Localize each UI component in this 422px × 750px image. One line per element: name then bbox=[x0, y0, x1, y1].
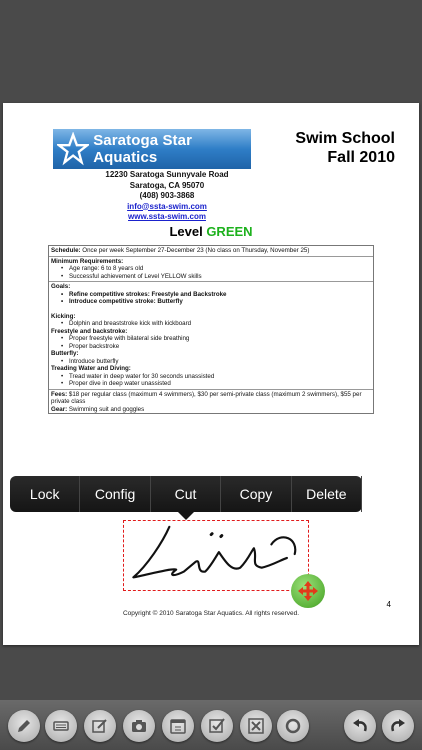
list-item: • Age range: 6 to 8 years old bbox=[61, 265, 371, 273]
bottom-toolbar bbox=[0, 700, 422, 750]
page-number: 4 bbox=[386, 600, 391, 609]
pen-icon[interactable] bbox=[8, 710, 40, 742]
email-link[interactable]: info@ssta-swim.com bbox=[127, 201, 207, 211]
signature-annotation[interactable] bbox=[123, 520, 309, 591]
context-menu bbox=[10, 476, 362, 512]
fees-text: $18 per regular class (maximum 4 swimmers), $30 per semi-private class (maximum 2 swimmers), $55 per private class bbox=[51, 390, 362, 405]
address-street: 12230 Saratoga Sunnyvale Road bbox=[105, 170, 229, 179]
keyboard-icon[interactable] bbox=[45, 710, 77, 742]
list-item: • Proper backstroke bbox=[61, 343, 371, 351]
document-title bbox=[295, 129, 395, 167]
menu-pointer bbox=[178, 512, 194, 520]
list-item: • Introduce butterfly bbox=[61, 358, 371, 366]
logo-text: Saratoga Star Aquatics bbox=[93, 132, 193, 166]
kicking-label: Kicking: bbox=[51, 312, 76, 320]
min-req-label: Minimum Requirements: bbox=[51, 257, 124, 265]
list-item: • Refine competitive strokes: Freestyle and Backstroke bbox=[61, 291, 371, 299]
move-arrows-icon bbox=[297, 580, 319, 602]
lock-button[interactable]: Lock bbox=[10, 476, 80, 512]
calendar-icon[interactable] bbox=[162, 710, 194, 742]
delete-button[interactable]: Delete bbox=[292, 476, 362, 512]
config-button[interactable]: Config bbox=[80, 476, 150, 512]
list-item: • Dolphin and breaststroke kick with kickboard bbox=[61, 320, 371, 328]
schedule-row bbox=[49, 246, 373, 257]
list-item: • Successful achievement of Level YELLOW skills bbox=[61, 273, 371, 281]
cut-button[interactable]: Cut bbox=[151, 476, 221, 512]
level-label: Level bbox=[169, 224, 203, 239]
title-line-1: Swim School bbox=[295, 130, 395, 147]
phone-number: (408) 903-3868 bbox=[139, 191, 195, 200]
sign-icon[interactable] bbox=[84, 710, 116, 742]
goals-label: Goals: bbox=[51, 283, 71, 290]
move-handle-icon[interactable] bbox=[291, 574, 325, 608]
address-block bbox=[53, 170, 281, 223]
schedule-label: Schedule: bbox=[51, 247, 81, 254]
goals-row bbox=[49, 282, 373, 390]
level-heading bbox=[3, 224, 419, 239]
fees-row bbox=[49, 390, 373, 415]
checkbox-icon[interactable] bbox=[201, 710, 233, 742]
undo-icon[interactable] bbox=[344, 710, 376, 742]
free-back-label: Freestyle and backstroke: bbox=[51, 327, 128, 335]
copyright-text: Copyright © 2010 Saratoga Star Aquatics. All rights reserved. bbox=[122, 610, 300, 617]
level-value: GREEN bbox=[206, 224, 253, 239]
star-logo-icon bbox=[57, 132, 89, 166]
list-item: • Introduce competitive stroke: Butterfly bbox=[61, 298, 371, 306]
gear-text: Swimming suit and goggles bbox=[67, 405, 145, 413]
school-logo bbox=[53, 129, 251, 169]
list-item: • Proper freestyle with bilateral side breathing bbox=[61, 335, 371, 343]
requirements-row bbox=[49, 257, 373, 283]
signature-stroke bbox=[124, 521, 308, 590]
fees-label: Fees: bbox=[51, 390, 68, 398]
circle-icon[interactable] bbox=[277, 710, 309, 742]
gear-label: Gear: bbox=[51, 405, 68, 413]
copy-button[interactable]: Copy bbox=[221, 476, 291, 512]
list-item: • Tread water in deep water for 30 seconds unassisted bbox=[61, 373, 371, 381]
schedule-text: Once per week September 27-December 23 (No class on Thursday, November 25) bbox=[80, 247, 310, 254]
butterfly-label: Butterfly: bbox=[51, 350, 79, 357]
class-details-table bbox=[48, 245, 374, 414]
treading-label: Treading Water and Diving: bbox=[51, 365, 131, 372]
camera-icon[interactable] bbox=[123, 710, 155, 742]
cross-box-icon[interactable] bbox=[240, 710, 272, 742]
title-line-2: Fall 2010 bbox=[327, 149, 395, 166]
list-item: • Proper dive in deep water unassisted bbox=[61, 380, 371, 388]
address-city: Saratoga, CA 95070 bbox=[129, 180, 205, 190]
website-link[interactable]: www.ssta-swim.com bbox=[128, 212, 206, 221]
redo-icon[interactable] bbox=[382, 710, 414, 742]
